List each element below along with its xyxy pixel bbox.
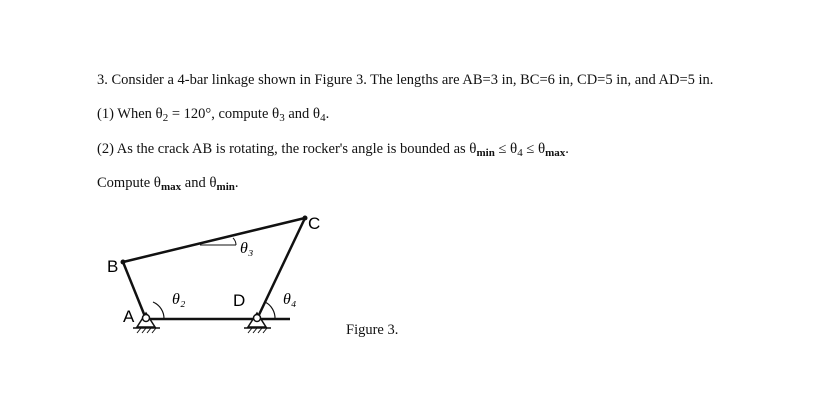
label-b: B xyxy=(107,257,119,276)
part-1-prefix: (1) When xyxy=(97,106,156,122)
part-2-end: . xyxy=(565,141,569,157)
subscript: 3 xyxy=(279,112,285,124)
compute-and: and xyxy=(181,175,210,191)
joint-c xyxy=(303,216,308,221)
label-c: C xyxy=(308,214,321,233)
subscript: 2 xyxy=(162,112,169,124)
le-symbol: ≤ xyxy=(522,141,538,157)
subscript: 4 xyxy=(517,147,523,159)
subscript: 4 xyxy=(320,112,326,124)
figure-caption: Figure 3. xyxy=(346,322,399,338)
pivot-d xyxy=(244,313,271,333)
subscript: min xyxy=(216,181,235,193)
joint-b xyxy=(121,260,126,265)
theta-symbol: θ xyxy=(510,141,518,157)
label-d: D xyxy=(233,291,246,310)
label-a: A xyxy=(123,307,135,326)
subscript: max xyxy=(160,181,182,193)
theta2-label: θ₂ xyxy=(172,291,186,308)
link-cd xyxy=(257,218,305,319)
part-1-and: and xyxy=(284,106,313,122)
problem-line-1: 3. Consider a 4-bar linkage shown in Figure 3. The lengths are AB=3 in, BC=6 in, CD=5 in, and AD=5 in. xyxy=(97,72,714,88)
subscript: max xyxy=(545,147,566,159)
part-1-mid: = 120°, compute xyxy=(168,106,272,122)
part-2-prefix: (2) As the crack AB is rotating, the rocker's angle is bounded as xyxy=(97,141,470,157)
le-symbol: ≤ xyxy=(494,141,511,157)
theta-symbol: θ xyxy=(272,106,280,122)
compute-prefix: Compute xyxy=(97,175,154,191)
theta4-arc xyxy=(265,302,275,319)
theta-symbol: θ xyxy=(209,175,217,191)
theta3-label: θ₃ xyxy=(240,240,254,257)
theta-symbol: θ xyxy=(312,106,321,122)
theta-symbol: θ xyxy=(155,106,163,122)
theta4-label: θ₄ xyxy=(283,291,297,308)
theta-symbol: θ xyxy=(469,141,477,157)
link-bc xyxy=(123,218,305,262)
pivot-a xyxy=(133,313,160,333)
theta-symbol: θ xyxy=(537,141,546,157)
theta2-arc xyxy=(153,302,164,319)
theta3-arc xyxy=(233,238,236,245)
subscript: min xyxy=(476,147,495,159)
part-1-end: . xyxy=(325,106,330,122)
theta-symbol: θ xyxy=(153,175,161,191)
compute-end: . xyxy=(234,175,239,191)
